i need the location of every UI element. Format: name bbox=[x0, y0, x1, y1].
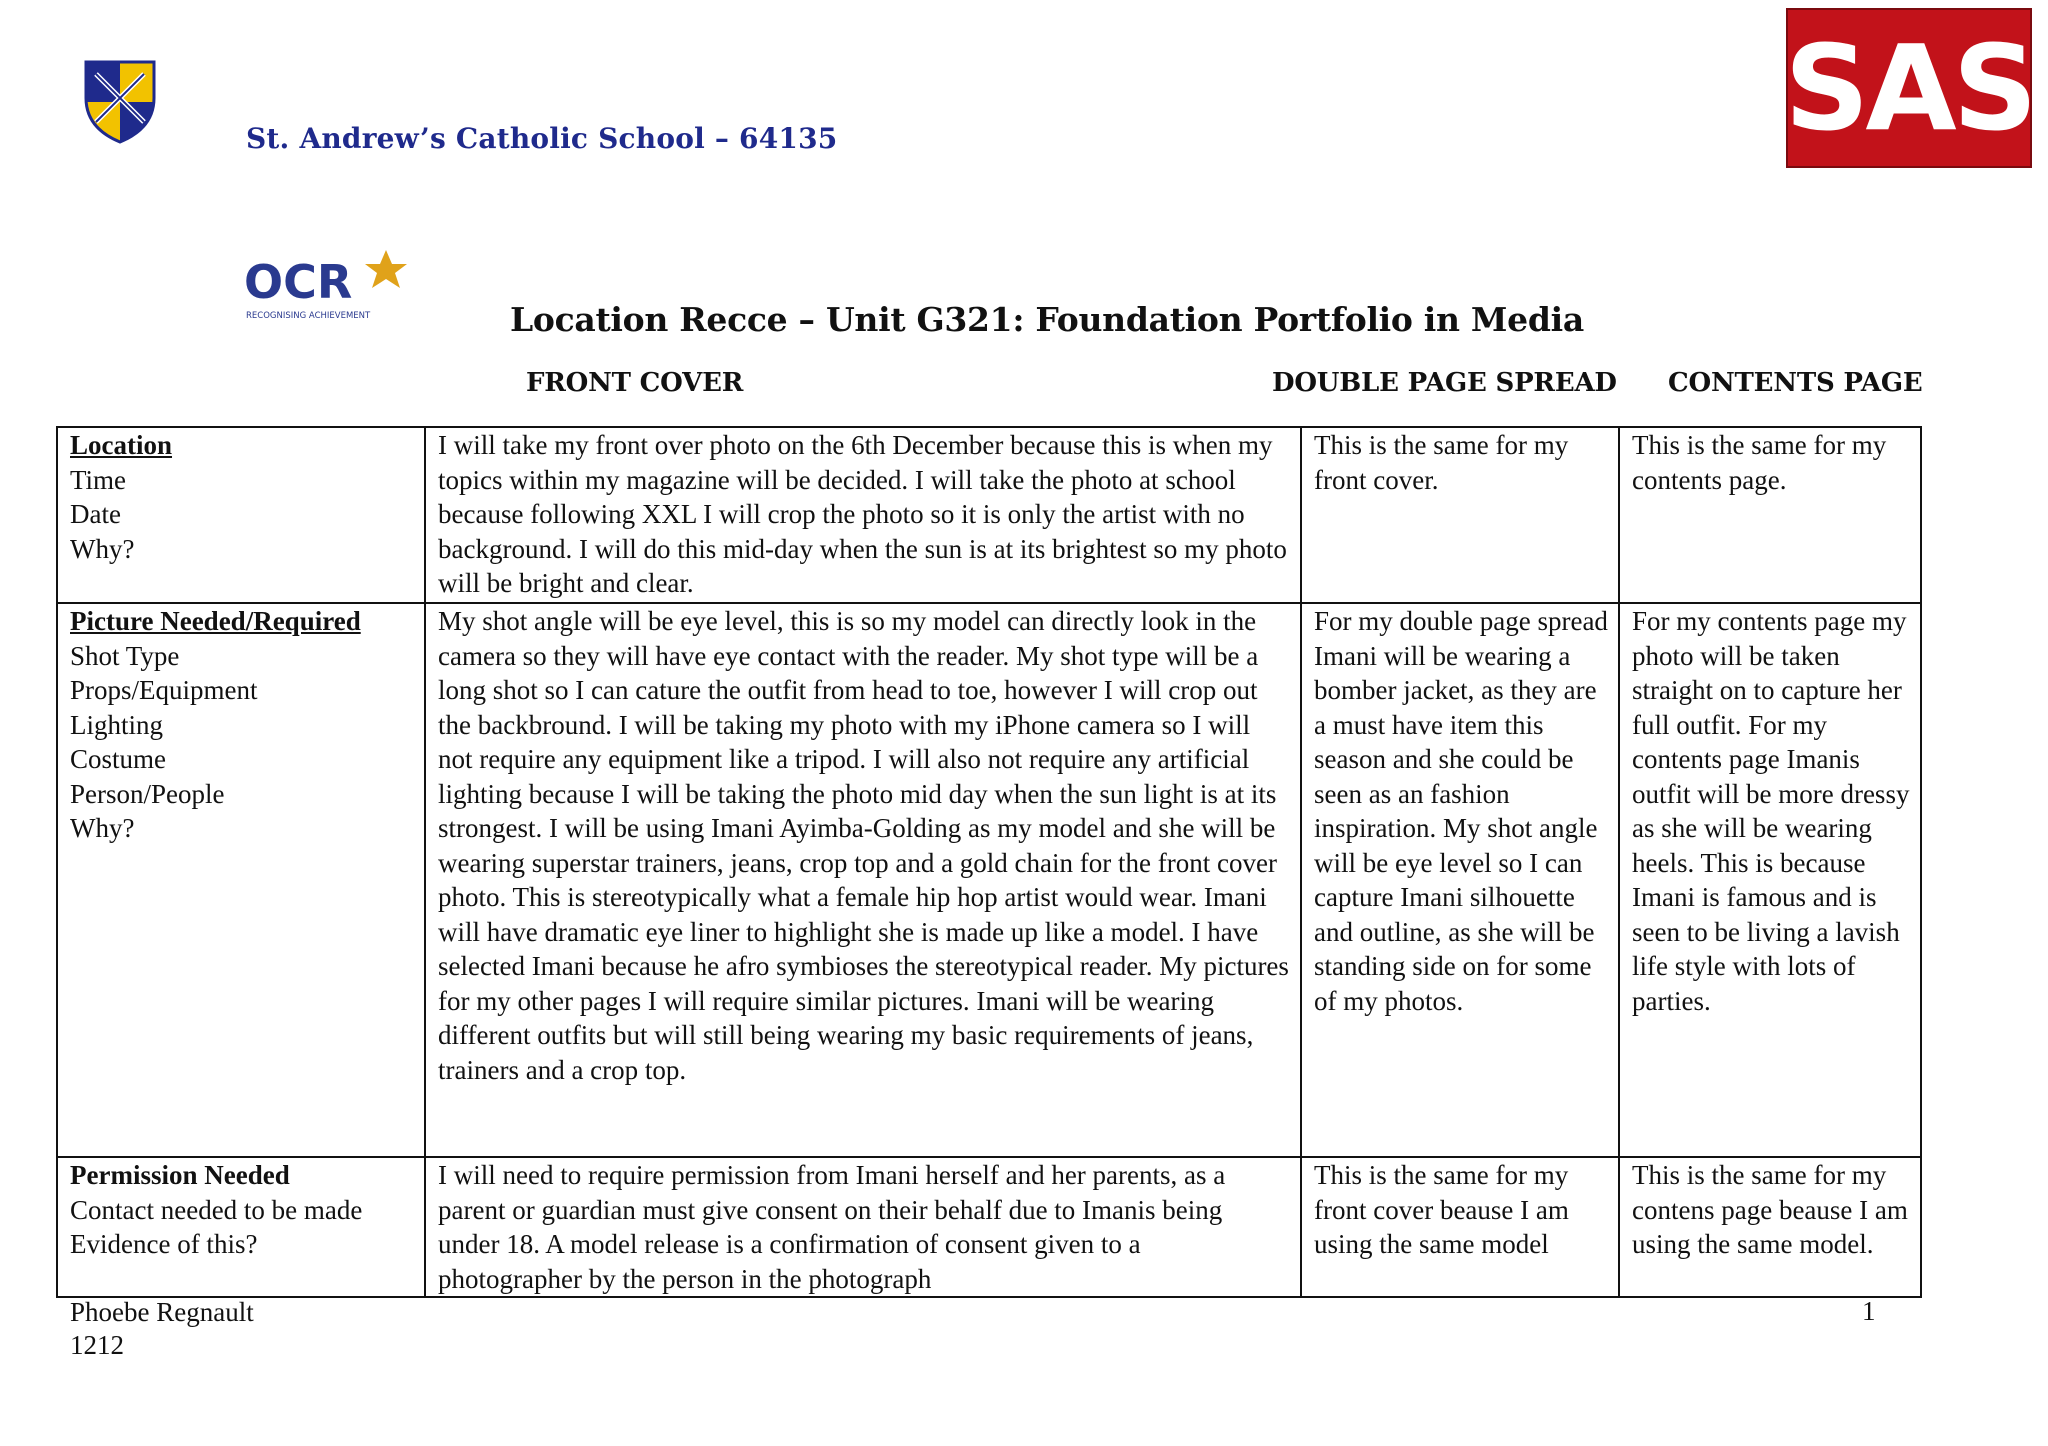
double-page-spread-cell: This is the same for my front cover beause I am using the same model bbox=[1301, 1157, 1619, 1297]
sas-logo-text: SAS bbox=[1784, 19, 2034, 157]
row-label-line: Shot Type bbox=[70, 640, 180, 671]
candidate-number: 1212 bbox=[70, 1330, 124, 1360]
ocr-tagline: RECOGNISING ACHIEVEMENT bbox=[246, 311, 371, 321]
contents-page-cell: For my contents page my photo will be taken straight on to capture her full outfit. For my contents page Imanis outfit will be more dressy as she will be wearing heels. This is because Imani is famous and is seen to be living a lavish life style with lots of parties. bbox=[1619, 603, 1921, 1157]
front-cover-cell: I will need to require permission from Imani herself and her parents, as a parent or guardian must give consent on their behalf due to Imanis being under 18. A model release is a confirmation of consent given to a photographer by the person in the photograph bbox=[425, 1157, 1301, 1297]
double-page-spread-cell: This is the same for my front cover. bbox=[1301, 427, 1619, 603]
row-label-line: Person/People bbox=[70, 778, 225, 809]
front-cover-cell: My shot angle will be eye level, this is so my model can directly look in the camera so they will have eye contact with the reader. My shot type will be a long shot so I can cature the outfit from head to toe, however I will crop out the backbround. I will be taking my photo with my iPhone camera so I will not require any equipment like a tripod. I will also not require any artificial lighting because I will be taking the photo mid day when the sun light is at its strongest. I will be using Imani Ayimba-Golding as my model and she will be wearing superstar trainers, jeans, crop top and a gold chain for the front cover photo. This is stereotypically what a female hip hop artist would wear. Imani will have dramatic eye liner to highlight she is made up like a model. I have selected Imani because he afro symbioses the stereotypical reader. My pictures for my other pages I will require similar pictures. Imani will be wearing different outfits but will still being wearing my basic requirements of jeans, trainers and a crop top. bbox=[425, 603, 1301, 1157]
row-label-line: Costume bbox=[70, 744, 167, 774]
row-label-title: Picture Needed/Required bbox=[70, 606, 361, 636]
row-label-cell bbox=[57, 427, 425, 603]
page-title: Location Recce – Unit G321: Foundation Portfolio in Media bbox=[510, 300, 1584, 339]
contents-page-cell: This is the same for my contents page. bbox=[1619, 427, 1921, 603]
contents-page-cell: This is the same for my contens page beause I am using the same model. bbox=[1619, 1157, 1921, 1297]
row-label-line: Contact needed to be made bbox=[70, 1194, 363, 1225]
ocr-logo-text: OCR bbox=[244, 255, 353, 309]
author-name: Phoebe Regnault bbox=[70, 1297, 254, 1327]
row-label-cell bbox=[57, 1157, 425, 1297]
row-label-line: Date bbox=[70, 499, 121, 529]
school-name: St. Andrew’s Catholic School – 64135 bbox=[246, 122, 838, 155]
column-header-double-page-spread: DOUBLE PAGE SPREAD bbox=[1272, 368, 1617, 398]
row-label-line: Evidence of this? bbox=[70, 1229, 258, 1259]
row-label-line: Why? bbox=[70, 533, 135, 564]
school-crest-logo bbox=[82, 58, 158, 144]
row-label-line: Props/Equipment bbox=[70, 675, 258, 705]
column-header-contents-page: CONTENTS PAGE bbox=[1668, 368, 1923, 398]
table-row bbox=[57, 603, 1921, 1157]
table-row bbox=[57, 427, 1921, 603]
table-row bbox=[57, 1157, 1921, 1297]
double-page-spread-cell: For my double page spread Imani will be wearing a bomber jacket, as they are a must have item this season and she could be seen as an fashion inspiration. My shot angle will be eye level so I can capture Imani silhouette and outline, as she will be standing side on for some of my photos. bbox=[1301, 603, 1619, 1157]
page-number: 1 bbox=[1862, 1296, 1876, 1326]
row-label-line: Time bbox=[70, 464, 127, 495]
ocr-logo bbox=[244, 248, 414, 326]
column-header-front-cover: FRONT COVER bbox=[526, 368, 744, 398]
row-label-title: Permission Needed bbox=[70, 1160, 290, 1190]
row-label-line: Lighting bbox=[70, 709, 163, 740]
sas-logo bbox=[1786, 8, 2032, 168]
footer-author bbox=[70, 1296, 254, 1362]
location-recce-table bbox=[56, 426, 1922, 1298]
front-cover-cell: I will take my front over photo on the 6th December because this is when my topics within my magazine will be decided. I will take the photo at school because following XXL I will crop the photo so it is only the artist with no background. I will do this mid-day when the sun is at its brightest so my photo will be bright and clear. bbox=[425, 427, 1301, 603]
row-label-cell bbox=[57, 603, 425, 1157]
row-label-line: Why? bbox=[70, 813, 135, 843]
row-label-title: Location bbox=[70, 430, 173, 460]
